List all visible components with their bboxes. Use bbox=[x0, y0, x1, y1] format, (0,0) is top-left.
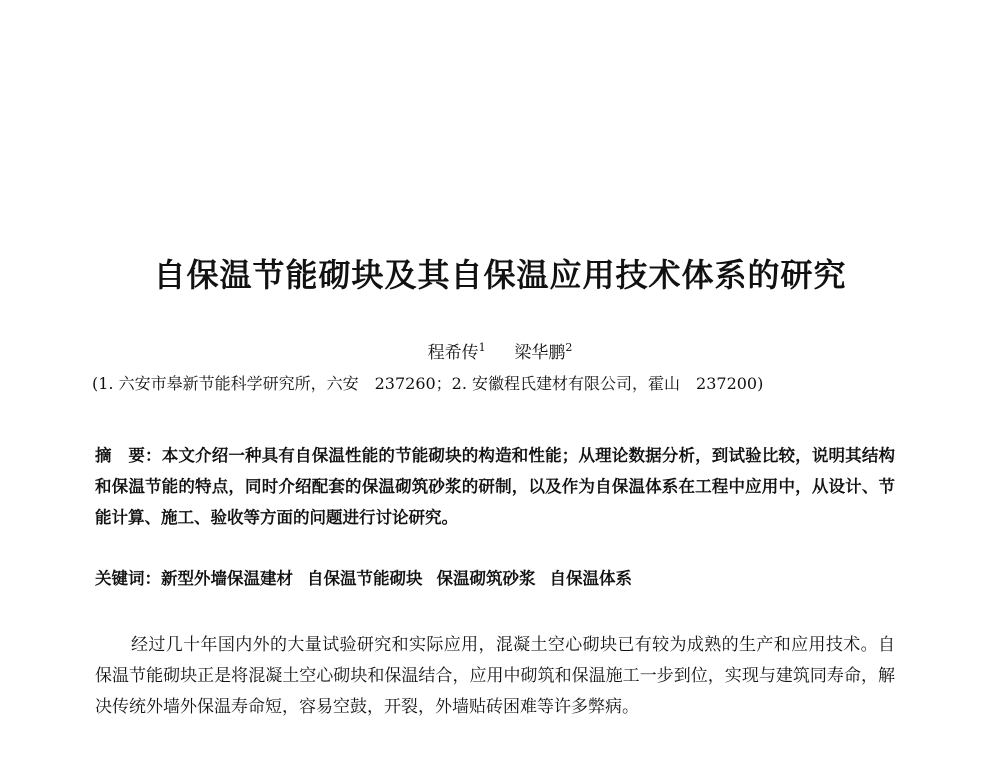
author-name: 梁华鹏 bbox=[514, 343, 566, 363]
abstract-block bbox=[95, 440, 895, 533]
keyword: 新型外墙保温建材 bbox=[161, 569, 293, 588]
keyword: 自保温体系 bbox=[549, 569, 632, 588]
author-affiliation-mark: 2 bbox=[565, 341, 573, 354]
paper-title: 自保温节能砌块及其自保温应用技术体系的研究 bbox=[153, 256, 847, 294]
affiliation-line: (1. 六安市皋新节能科学研究所，六安 237260；2. 安徽程氏建材有限公司，霍山 237200) bbox=[92, 374, 764, 393]
abstract-label: 摘 要： bbox=[95, 446, 162, 465]
keyword: 自保温节能砌块 bbox=[307, 569, 423, 588]
abstract-text: 本文介绍一种具有自保温性能的节能砌块的构造和性能；从理论数据分析，到试验比较，说明其结构和保温节能的特点，同时介绍配套的保温砌筑砂浆的研制，以及作为自保温体系在工程中应用中，从设计、节能计算、施工、验收等方面的问题进行讨论研究。 bbox=[95, 446, 896, 527]
author-line bbox=[0, 338, 1000, 363]
body-paragraph: 经过几十年国内外的大量试验研究和实际应用，混凝土空心砌块已有较为成熟的生产和应用技术。自保温节能砌块正是将混凝土空心砌块和保温结合，应用中砌筑和保温施工一步到位，实现与建筑同寿命，解决传统外墙外保温寿命短，容易空鼓，开裂，外墙贴砖困难等许多弊病。 bbox=[95, 635, 895, 717]
author-affiliation-mark: 1 bbox=[478, 341, 486, 354]
keywords-label: 关键词： bbox=[95, 569, 161, 588]
keywords-block bbox=[95, 565, 895, 589]
keyword: 保温砌筑砂浆 bbox=[436, 569, 536, 588]
author-name: 程希传 bbox=[427, 343, 479, 363]
